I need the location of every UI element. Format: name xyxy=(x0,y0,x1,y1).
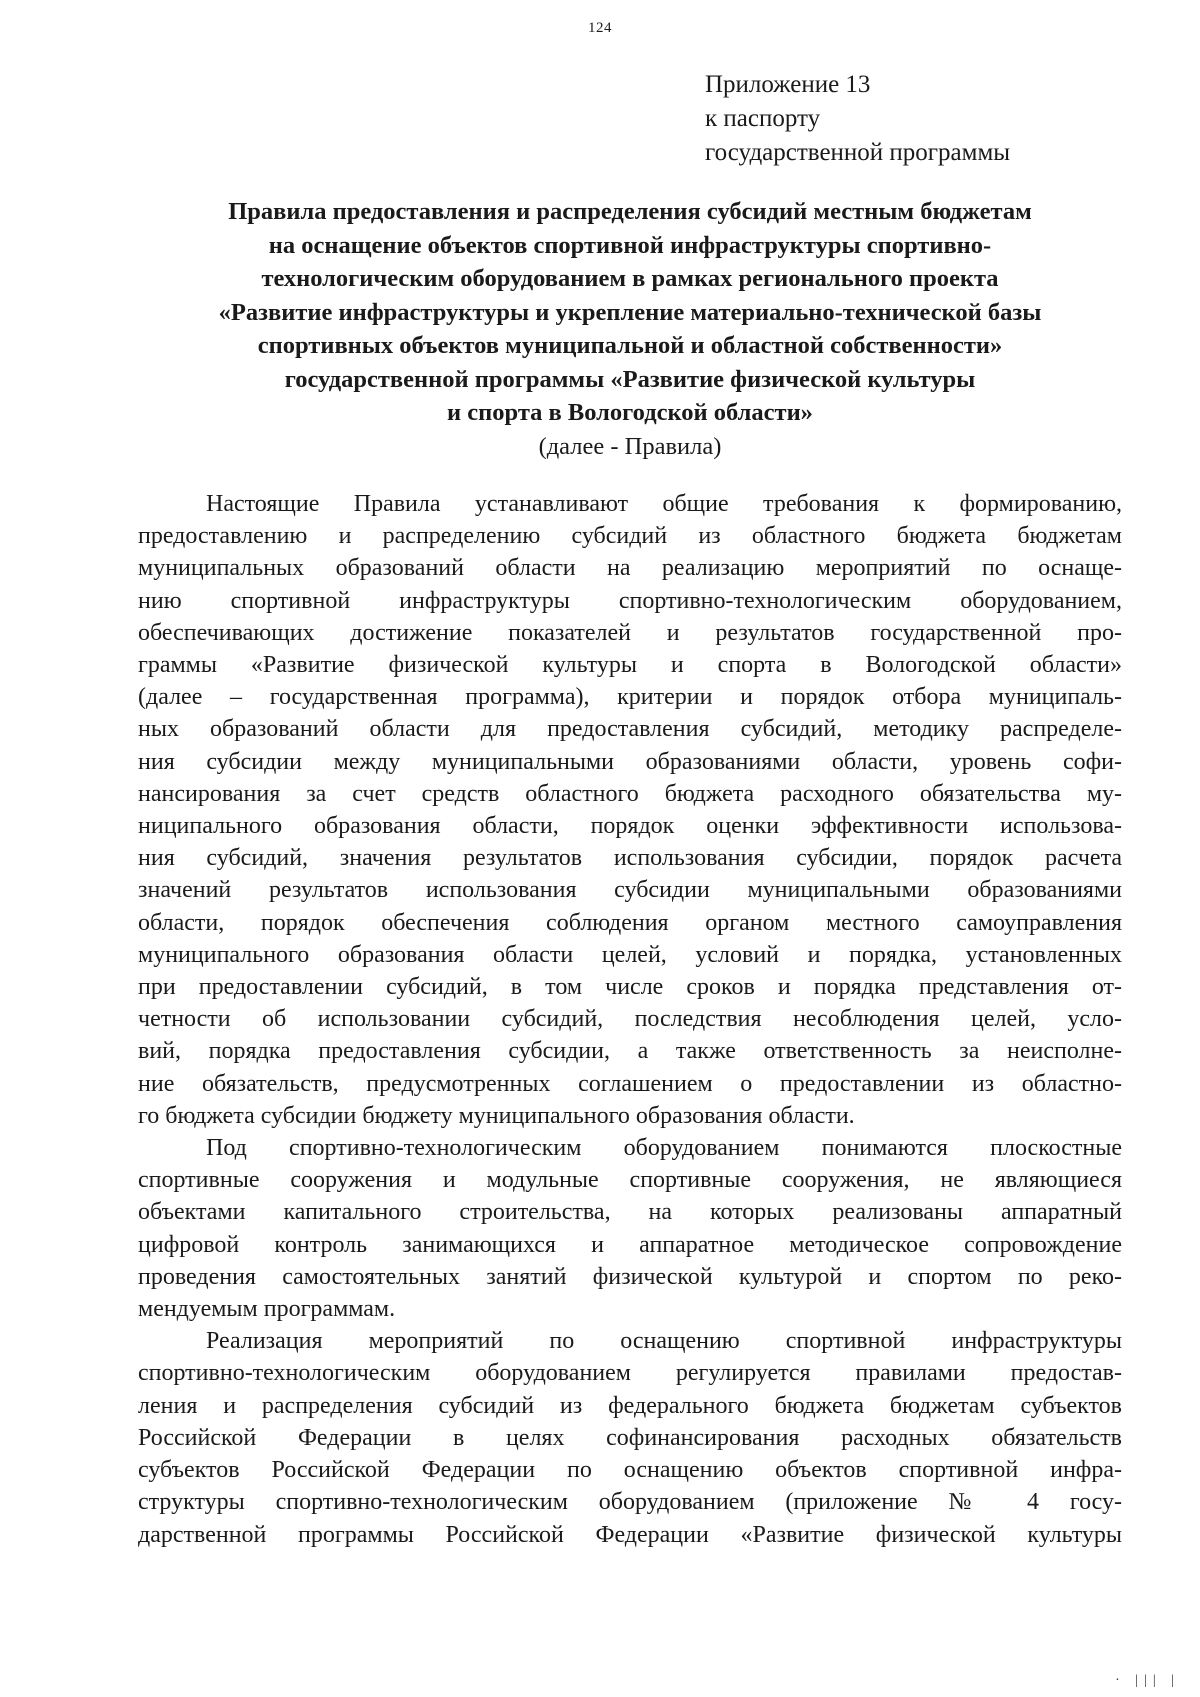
paragraph xyxy=(138,488,1122,1132)
paragraph-line: спортивно-технологическим оборудованием регулируется правилами предостав- xyxy=(138,1360,1122,1387)
paragraph-line: муниципального образования области целей, условий и порядка, установленных xyxy=(138,941,1122,968)
paragraph-line: области, порядок обеспечения соблюдения органом местного самоуправления xyxy=(138,909,1122,936)
paragraph-line: структуры спортивно-технологическим оборудованием (приложение № 4 госу- xyxy=(138,1489,1122,1516)
paragraph-line: четности об использовании субсидий, последствия несоблюдения целей, усло- xyxy=(138,1006,1122,1033)
title-note: (далее - Правила) xyxy=(538,432,722,460)
paragraph-line: ных образований области для предоставления субсидий, методику распределе- xyxy=(138,716,1122,743)
paragraph-line: мендуемым программам. xyxy=(138,1296,396,1323)
title-line: на оснащение объектов спортивной инфраструктуры спортивно- xyxy=(268,231,992,259)
paragraph-line: значений результатов использования субсидии муниципальными образованиями xyxy=(138,877,1122,904)
paragraph-line: ния субсидии между муниципальными образованиями области, уровень софи- xyxy=(138,748,1122,775)
paragraph-line: нию спортивной инфраструктуры спортивно-технологическим оборудованием, xyxy=(138,587,1122,614)
paragraph-line: Российской Федерации в целях софинансирования расходных обязательств xyxy=(138,1424,1122,1451)
document-title xyxy=(80,195,1180,463)
title-line: и спорта в Вологодской области» xyxy=(447,399,813,426)
title-line: технологическим оборудованием в рамках регионального проекта xyxy=(261,265,999,292)
title-line: государственной программы «Развитие физической культуры xyxy=(284,365,976,393)
title-line: спортивных объектов муниципальной и областной собственности» xyxy=(257,332,1003,359)
body-text xyxy=(138,488,1122,1551)
paragraph-line: вий, порядка предоставления субсидии, а также ответственность за неисполне- xyxy=(138,1038,1122,1065)
paragraph-line: Настоящие Правила устанавливают общие требования к формированию, xyxy=(206,491,1122,517)
paragraph-line: муниципальных образований области на реализацию мероприятий по оснаще- xyxy=(138,555,1122,582)
paragraph-line: предоставлению и распределению субсидий из областного бюджета бюджетам xyxy=(138,523,1122,550)
paragraph-line: Реализация мероприятий по оснащению спортивной инфраструктуры xyxy=(206,1328,1122,1355)
paragraph-line: объектами капитального строительства, на которых реализованы аппаратный xyxy=(138,1199,1122,1226)
scan-artifact-mark: · ||| | xyxy=(1115,1673,1180,1688)
title-line: Правила предоставления и распределения субсидий местным бюджетам xyxy=(228,198,1032,225)
title-line: «Развитие инфраструктуры и укрепление материально-технической базы xyxy=(218,298,1042,326)
paragraph xyxy=(138,1132,1122,1325)
paragraph-line: обеспечивающих достижение показателей и результатов государственной про- xyxy=(138,619,1122,646)
paragraph-line: ния субсидий, значения результатов использования субсидии, порядок расчета xyxy=(138,845,1122,872)
appendix-line: Приложение 13 xyxy=(705,71,871,98)
paragraph-line: го бюджета субсидии бюджету муниципального образования области. xyxy=(138,1102,855,1129)
paragraph-line: субъектов Российской Федерации по оснащению объектов спортивной инфра- xyxy=(138,1457,1122,1484)
page-number: 124 xyxy=(588,20,612,36)
paragraph-line: дарственной программы Российской Федерации «Развитие физической культуры xyxy=(138,1521,1122,1548)
paragraph-line: ние обязательств, предусмотренных соглашением о предоставлении из областно- xyxy=(138,1070,1122,1097)
paragraph xyxy=(138,1325,1122,1550)
paragraph-line: проведения самостоятельных занятий физической культурой и спортом по реко- xyxy=(138,1263,1122,1290)
paragraph-line: ления и распределения субсидий из федерального бюджета бюджетам субъектов xyxy=(138,1392,1122,1419)
appendix-line: государственной программы xyxy=(705,139,1011,166)
paragraph-line: ниципального образования области, порядок оценки эффективности использова- xyxy=(138,813,1122,840)
appendix-reference xyxy=(705,68,1010,170)
paragraph-line: граммы «Развитие физической культуры и спорта в Вологодской области» xyxy=(138,652,1122,679)
appendix-line: к паспорту xyxy=(705,105,821,132)
paragraph-line: спортивные сооружения и модульные спортивные сооружения, не являющиеся xyxy=(138,1167,1122,1194)
paragraph-line: цифровой контроль занимающихся и аппаратное методическое сопровождение xyxy=(138,1231,1122,1258)
paragraph-line: (далее – государственная программа), критерии и порядок отбора муниципаль- xyxy=(138,684,1122,711)
paragraph-line: при предоставлении субсидий, в том числе сроков и порядка представления от- xyxy=(138,974,1122,1001)
paragraph-line: нансирования за счет средств областного бюджета расходного обязательства му- xyxy=(138,780,1122,807)
paragraph-line: Под спортивно-технологическим оборудованием понимаются плоскостные xyxy=(206,1135,1122,1162)
